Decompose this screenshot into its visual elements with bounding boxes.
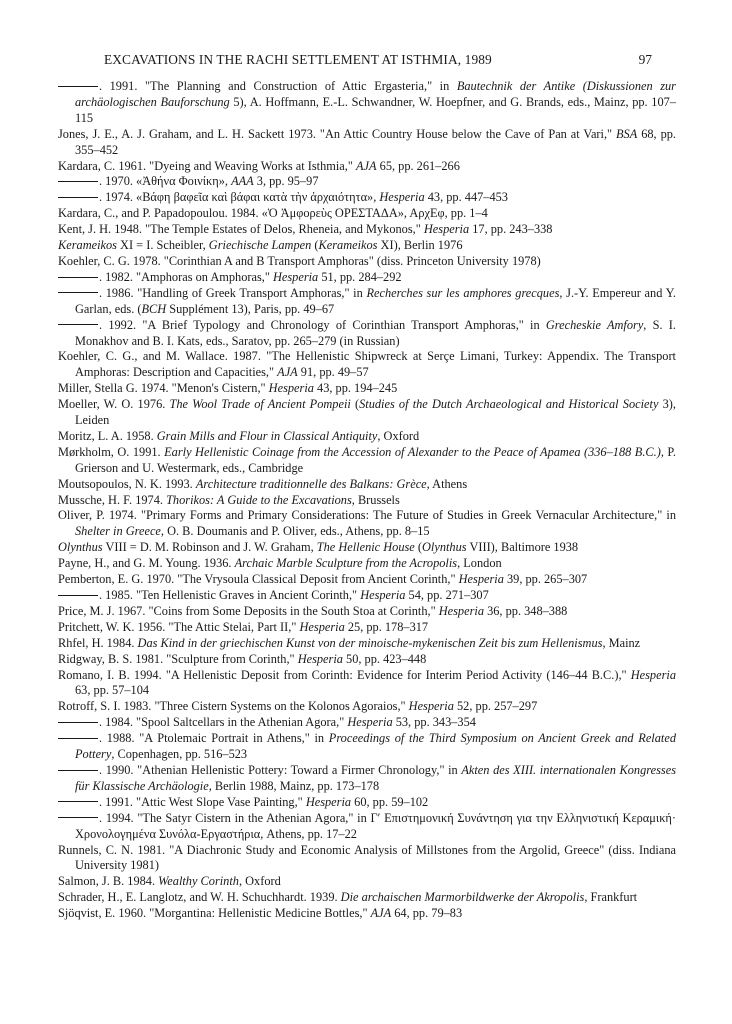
entry-italic-text: Grain Mills and Flour in Classical Antiquity	[156, 428, 378, 443]
entry-text: Payne, H., and G. M. Young. 1936.	[58, 556, 235, 571]
entry-text: . 1984. "Spool Saltcellars in the Athenian Agora,"	[99, 715, 348, 730]
ditto-dash	[58, 292, 98, 293]
entry-text: 25, pp. 178–317	[344, 619, 429, 634]
bibliography-entry	[58, 572, 676, 588]
entry-italic-text: Akten des XIII. internationalen Kongresses für Klassische Archäologie	[75, 762, 676, 793]
bibliography-entry	[58, 636, 676, 652]
header-title: EXCAVATIONS IN THE RACHI SETTLEMENT AT ISTHMIA, 1989	[104, 52, 492, 67]
entry-text: Salmon, J. B. 1984.	[58, 874, 159, 889]
entry-text: (	[414, 540, 422, 555]
bibliography-entry	[58, 588, 676, 604]
entry-italic-text: AAA	[231, 174, 254, 189]
entry-text: 50, pp. 423–448	[342, 651, 427, 666]
entry-text: . 1990. "Athenian Hellenistic Pottery: Toward a Firmer Chronology," in	[99, 762, 462, 777]
entry-text: 39, pp. 265–307	[503, 572, 588, 587]
entry-italic-text: Hesperia	[347, 715, 393, 730]
bibliography-entry	[58, 508, 676, 540]
bibliography-entry	[58, 159, 676, 175]
bibliography-entry	[58, 238, 676, 254]
entry-text: Kardara, C. 1961. "Dyeing and Weaving Works at Isthmia,"	[58, 158, 356, 173]
page-number: 97	[638, 52, 652, 67]
entry-text: . 1994. "The Satyr Cistern in the Athenian Agora," in Γ′ Επιστημονική Συνάντηση για την Ελληνιστική Κεραμική· Χρονολογημένα Συνόλα-Εργαστήρια, Athens, pp. 17–22	[75, 810, 676, 841]
entry-text: Mussche, H. F. 1974.	[58, 492, 167, 507]
entry-text: Kardara, C., and P. Papadopoulou. 1984. «Ὁ Ἀμφορεὺς ΟΡΕΣΤΑΔΑ», ΑρχΕφ, pp. 1–4	[58, 206, 488, 221]
entry-text: 68, pp. 355–452	[75, 126, 676, 157]
entry-text: Moritz, L. A. 1958.	[58, 428, 157, 443]
bibliography-entry	[58, 620, 676, 636]
entry-text: Sjöqvist, E. 1960. "Morgantina: Hellenistic Medicine Bottles,"	[58, 906, 371, 921]
entry-text: Pritchett, W. K. 1956. "The Attic Stelai, Part II,"	[58, 619, 300, 634]
bibliography-entry	[58, 429, 676, 445]
bibliography-entry	[58, 349, 676, 381]
entry-text: , Frankfurt	[584, 890, 638, 905]
entry-text: 43, pp. 194–245	[313, 381, 398, 396]
entry-italic-text: Early Hellenistic Coinage from the Accession of Alexander to the Peace of Apamea (336–188 B.C.)	[164, 444, 661, 459]
bibliography-entry	[58, 540, 676, 556]
bibliography-entry	[58, 318, 676, 350]
entry-italic-text: Bautechnik der Antike (Diskussionen zur archäologischen Bauforschung	[75, 79, 676, 109]
bibliography-entry	[58, 795, 676, 811]
entry-text: . 1988. "A Ptolemaic Portrait in Athens," in	[99, 731, 329, 746]
entry-text: Schrader, H., E. Langlotz, and W. H. Schuchhardt. 1939.	[58, 890, 341, 905]
entry-italic-text: Hesperia	[305, 794, 352, 809]
entry-italic-text: Hesperia	[423, 222, 470, 237]
entry-italic-text: Hesperia	[299, 619, 345, 634]
entry-italic-text: Archaic Marble Sculpture from the Acropolis	[234, 556, 458, 571]
bibliography-entry	[58, 652, 676, 668]
entry-italic-text: Hesperia	[458, 572, 504, 587]
bibliography-entry	[58, 397, 676, 429]
entry-text: (	[350, 397, 360, 412]
entry-text: , Mainz	[602, 635, 641, 650]
entry-italic-text: BCH	[141, 301, 167, 316]
bibliography-entry	[58, 699, 676, 715]
ditto-dash	[58, 817, 98, 818]
entry-text: 54, pp. 271–307	[405, 588, 489, 602]
bibliography-entry	[58, 731, 676, 763]
entry-italic-text: Hesperia	[438, 603, 484, 618]
entry-italic-text: AJA	[277, 365, 298, 380]
entry-italic-text: Hesperia	[630, 667, 676, 682]
bibliography-entry	[58, 254, 676, 270]
bibliography-entry	[58, 556, 676, 572]
entry-text: , Copenhagen, pp. 516–523	[111, 747, 248, 762]
entry-italic-text: Hesperia	[272, 269, 319, 284]
entry-text: XI), Berlin 1976	[377, 238, 463, 253]
entry-text: VIII = D. M. Robinson and J. W. Graham,	[102, 540, 317, 555]
entry-text: Mørkholm, O. 1991.	[58, 444, 165, 459]
running-header	[104, 52, 652, 70]
entry-italic-text: Olynthus	[422, 540, 467, 555]
entry-text: . 1986. "Handling of Greek Transport Amphoras," in	[99, 285, 367, 300]
entry-text: . 1991. "Attic West Slope Vase Painting,"	[99, 794, 306, 809]
entry-text: Miller, Stella G. 1974. "Menon's Cistern,"	[58, 381, 269, 396]
bibliography-entry	[58, 174, 676, 190]
entry-italic-text: Die archaischen Marmorbildwerke der Akropolis	[340, 890, 585, 905]
entry-italic-text: Wealthy Corinth	[158, 874, 239, 889]
bibliography-entry	[58, 477, 676, 493]
entry-text: Kent, J. H. 1948. "The Temple Estates of Delos, Rheneia, and Mykonos,"	[58, 222, 424, 237]
bibliography-entry	[58, 190, 676, 206]
entry-italic-text: Kerameikos	[318, 238, 378, 253]
entry-text: 17, pp. 243–338	[469, 222, 553, 237]
entry-italic-text: The Hellenic House	[316, 540, 415, 555]
entry-text: Koehler, C. G., and M. Wallace. 1987. "The Hellenistic Shipwreck at Serçe Limani, Turkey: Appendix. The Transport Amphoras: Description and Capacities,"	[58, 349, 676, 380]
bibliography-entry	[58, 890, 676, 906]
entry-italic-text: Hesperia	[379, 190, 425, 205]
entry-text: Rotroff, S. I. 1983. "Three Cistern Systems on the Kolonos Agoraios,"	[58, 699, 409, 714]
entry-text: Ridgway, B. S. 1981. "Sculpture from Corinth,"	[58, 651, 298, 666]
entry-italic-text: BSA	[616, 126, 638, 141]
entry-text: Romano, I. B. 1994. "A Hellenistic Deposit from Corinth: Evidence for Interim Period Activity (146–44 B.C.),"	[58, 667, 631, 682]
entry-text: Rhfel, H. 1984.	[58, 635, 138, 650]
entry-text: 51, pp. 284–292	[318, 269, 402, 284]
entry-text: , Berlin 1988, Mainz, pp. 173–178	[208, 778, 380, 793]
entry-italic-text: Thorikos: A Guide to the Excavations	[166, 492, 352, 507]
bibliography-entry	[58, 381, 676, 397]
entry-italic-text: Das Kind in der griechischen Kunst von der minoische-mykenischen Zeit bis zum Hellenismus	[137, 635, 603, 650]
entry-text: . 1982. "Amphoras on Amphoras,"	[99, 269, 273, 284]
entry-text: . 1974. «Βάφη βαφεῖα καὶ βάφαι κατὰ τὴν ἀρχαιότητα»,	[99, 190, 380, 205]
entry-text: XI = I. Scheibler,	[116, 238, 209, 253]
entry-text: . 1991. "The Planning and Construction of Attic Ergasteria," in	[99, 79, 457, 93]
bibliography-entry	[58, 604, 676, 620]
bibliography-entry	[58, 668, 676, 700]
entry-text: 63, pp. 57–104	[75, 683, 150, 698]
ditto-dash	[58, 801, 98, 802]
entry-text: 52, pp. 257–297	[453, 699, 538, 714]
ditto-dash	[58, 324, 98, 325]
entry-text: , London	[457, 556, 502, 571]
entry-italic-text: Hesperia	[297, 651, 343, 666]
entry-text: Jones, J. E., A. J. Graham, and L. H. Sackett 1973. "An Attic Country House below the Cave of Pan at Vari,"	[58, 126, 617, 141]
entry-text: . 1970. «Ἀθήνα Φοινίκη»,	[99, 174, 232, 189]
bibliography-entry	[58, 493, 676, 509]
bibliography-entry	[58, 874, 676, 890]
ditto-dash	[58, 197, 98, 198]
entry-italic-text: Hesperia	[360, 588, 406, 602]
entry-text: 64, pp. 79–83	[391, 906, 463, 921]
entry-text: Pemberton, E. G. 1970. "The Vrysoula Classical Deposit from Ancient Corinth,"	[58, 572, 459, 587]
bibliography-entry	[58, 206, 676, 222]
bibliography-entry	[58, 445, 676, 477]
bibliography-entry	[58, 270, 676, 286]
ditto-dash	[58, 722, 98, 723]
entry-italic-text: Kerameikos	[58, 238, 117, 253]
entry-text: Oliver, P. 1974. "Primary Forms and Primary Considerations: The Future of Studies in Greek Vernacular Architecture," in	[58, 508, 676, 523]
bibliography-entry	[58, 763, 676, 795]
bibliography-entry	[58, 127, 676, 159]
entry-text: , Athens	[426, 476, 468, 491]
entry-text: 65, pp. 261–266	[376, 158, 460, 173]
entry-italic-text: Grecheskie Amfory	[545, 317, 644, 332]
bibliography-entry	[58, 811, 676, 843]
entry-italic-text: Recherches sur les amphores grecques	[366, 285, 560, 300]
ditto-dash	[58, 181, 98, 182]
entry-text: 53, pp. 343–354	[392, 715, 476, 730]
ditto-dash	[58, 595, 98, 596]
entry-text: 3, pp. 95–97	[253, 174, 319, 189]
entry-text: 36, pp. 348–388	[484, 603, 568, 618]
entry-italic-text: The Wool Trade of Ancient Pompeii	[169, 397, 351, 412]
entry-text: , O. B. Doumanis and P. Oliver, eds., Athens, pp. 8–15	[160, 524, 430, 539]
entry-italic-text: AJA	[370, 906, 392, 921]
entry-text: , Oxford	[238, 874, 281, 889]
entry-text: 60, pp. 59–102	[351, 794, 429, 809]
bibliography-entry	[58, 222, 676, 238]
entry-italic-text: Hesperia	[268, 381, 314, 396]
bibliography-entry	[58, 79, 676, 127]
entry-italic-text: Architecture traditionnelle des Balkans: Grèce	[195, 476, 427, 491]
entry-text: VIII), Baltimore 1938	[466, 540, 579, 555]
ditto-dash	[58, 86, 98, 87]
entry-text: Price, M. J. 1967. "Coins from Some Deposits in the South Stoa at Corinth,"	[58, 603, 439, 618]
entry-italic-text: Hesperia	[408, 699, 454, 714]
entry-text: 91, pp. 49–57	[297, 365, 369, 380]
entry-text: 43, pp. 447–453	[424, 190, 508, 205]
entry-italic-text: Shelter in Greece	[75, 524, 161, 539]
entry-text: . 1992. "A Brief Typology and Chronology of Corinthian Transport Amphoras," in	[99, 317, 546, 332]
entry-text: Moutsopoulos, N. K. 1993.	[58, 476, 196, 491]
entry-text: Supplément 13), Paris, pp. 49–67	[166, 301, 335, 316]
ditto-dash	[58, 770, 98, 771]
entry-text: , S. I. Monakhov and B. I. Kats, eds., Saratov, pp. 265–279 (in Russian)	[75, 317, 676, 348]
entry-italic-text: Griechische Lampen	[208, 238, 312, 253]
entry-text: (	[311, 238, 319, 253]
entry-text: , J.-Y. Empereur and Y. Garlan, eds. (	[75, 285, 677, 316]
ditto-dash	[58, 738, 98, 739]
bibliography-entry	[58, 715, 676, 731]
entry-text: 5), A. Hoffmann, E.-L. Schwandner, W. Hoepfner, and G. Brands, eds., Mainz, pp. 107–115	[75, 94, 676, 125]
bibliography-entry	[58, 286, 676, 318]
entry-text: , P. Grierson and U. Westermark, eds., Cambridge	[75, 444, 676, 475]
entry-text: , Oxford	[377, 428, 420, 443]
entry-text: Koehler, C. G. 1978. "Corinthian A and B Transport Amphoras" (diss. Princeton University 1978)	[58, 253, 541, 268]
entry-text: , Brussels	[351, 492, 400, 507]
entry-italic-text: Proceedings of the Third Symposium on Ancient Greek and Related Pottery	[75, 731, 676, 762]
entry-italic-text: AJA	[356, 158, 377, 173]
bibliography-list	[58, 79, 676, 922]
ditto-dash	[58, 277, 98, 278]
entry-text: Moeller, W. O. 1976.	[58, 397, 170, 412]
entry-text: . 1985. "Ten Hellenistic Graves in Ancient Corinth,"	[99, 588, 361, 602]
entry-italic-text: Studies of the Dutch Archaeological and Historical Society	[359, 397, 659, 412]
bibliography-entry	[58, 906, 676, 922]
entry-italic-text: Olynthus	[58, 540, 103, 555]
entry-text: Runnels, C. N. 1981. "A Diachronic Study and Economic Analysis of Millstones from the Argolid, Greece" (diss. Indiana University 1981)	[58, 842, 676, 873]
entry-text: 3), Leiden	[75, 397, 676, 428]
bibliography-entry	[58, 843, 676, 875]
